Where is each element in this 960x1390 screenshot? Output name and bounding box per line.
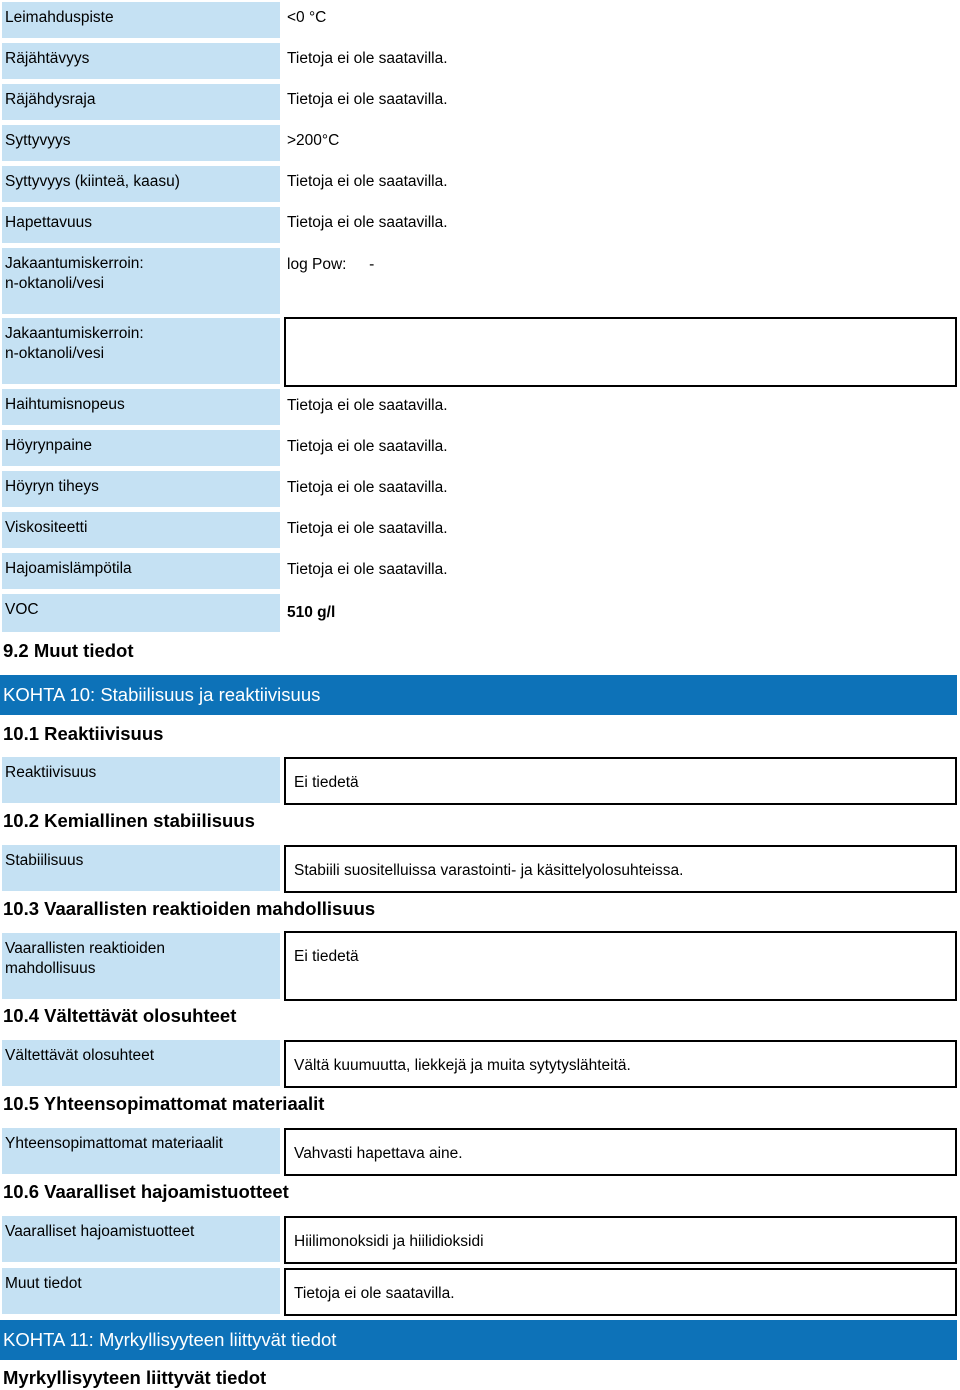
property-label-partition (2, 318, 280, 384)
field-label: Vaaralliset hajoamistuotteet (2, 1216, 280, 1262)
property-value: Tietoja ei ole saatavilla. (287, 520, 448, 537)
label-line: n-oktanoli/vesi (5, 345, 105, 362)
label-line: Jakaantumiskerroin: (5, 255, 144, 272)
property-label: Höyryn tiheys (2, 471, 280, 507)
subsection-heading: 10.2 Kemiallinen stabiilisuus (3, 810, 255, 831)
property-value: Tietoja ei ole saatavilla. (287, 561, 448, 578)
field-value-box: Hiilimonoksidi ja hiilidioksidi (284, 1216, 957, 1264)
property-label-partition (2, 248, 280, 314)
subsection-heading: 10.4 Vältettävät olosuhteet (3, 1005, 237, 1026)
section-title-bar: KOHTA 11: Myrkyllisyyteen liittyvät tiedot (0, 1320, 957, 1360)
label-line: Vaarallisten reaktioiden (5, 940, 165, 957)
property-value: Tietoja ei ole saatavilla. (287, 50, 448, 67)
property-label: Räjähdysraja (2, 84, 280, 120)
field-value-box: Ei tiedetä (284, 757, 957, 805)
subsection-heading: 10.3 Vaarallisten reaktioiden mahdollisuus (3, 898, 376, 919)
property-value: Tietoja ei ole saatavilla. (287, 91, 448, 108)
empty-value-box (284, 317, 957, 387)
subsection-heading: Myrkyllisyyteen liittyvät tiedot (3, 1367, 267, 1388)
property-value: Tietoja ei ole saatavilla. (287, 397, 448, 414)
voc-value: 510 g/l (287, 604, 336, 621)
field-label (2, 933, 280, 999)
property-label: Leimahduspiste (2, 2, 280, 38)
property-value: <0 °C (287, 9, 327, 26)
property-label: Syttyvyys (kiinteä, kaasu) (2, 166, 280, 202)
property-value: Tietoja ei ole saatavilla. (287, 214, 448, 231)
field-label: Stabiilisuus (2, 845, 280, 891)
subsection-heading: 10.6 Vaaralliset hajoamistuotteet (3, 1181, 289, 1202)
property-label: Hajoamislämpötila (2, 553, 280, 589)
field-value-box: Ei tiedetä (284, 931, 957, 1001)
log-pow-number: - (369, 256, 375, 273)
log-pow-value (287, 255, 374, 275)
property-value: >200°C (287, 132, 340, 149)
subsection-heading: 10.5 Yhteensopimattomat materiaalit (3, 1093, 325, 1114)
field-value-box: Tietoja ei ole saatavilla. (284, 1268, 957, 1316)
subsection-heading: 10.1 Reaktiivisuus (3, 723, 164, 744)
label-line: Jakaantumiskerroin: (5, 325, 144, 342)
property-label: Viskositeetti (2, 512, 280, 548)
subsection-heading: 9.2 Muut tiedot (3, 640, 134, 661)
log-pow-key: log Pow: (287, 256, 347, 273)
property-label: Haihtumisnopeus (2, 389, 280, 425)
section-title-bar: KOHTA 10: Stabiilisuus ja reaktiivisuus (0, 675, 957, 715)
property-value: Tietoja ei ole saatavilla. (287, 173, 448, 190)
field-value-box: Vältä kuumuutta, liekkejä ja muita sytytyslähteitä. (284, 1040, 957, 1088)
property-value: Tietoja ei ole saatavilla. (287, 438, 448, 455)
property-label: Höyrynpaine (2, 430, 280, 466)
property-value: Tietoja ei ole saatavilla. (287, 479, 448, 496)
field-value-box: Vahvasti hapettava aine. (284, 1128, 957, 1176)
label-line: n-oktanoli/vesi (5, 275, 105, 292)
field-label: Vältettävät olosuhteet (2, 1040, 280, 1086)
field-label: Reaktiivisuus (2, 757, 280, 803)
field-label: Muut tiedot (2, 1268, 280, 1314)
property-label: Syttyvyys (2, 125, 280, 161)
field-value-box: Stabiili suositelluissa varastointi- ja käsittelyolosuhteissa. (284, 845, 957, 893)
label-line: mahdollisuus (5, 960, 96, 977)
property-label: VOC (2, 594, 280, 632)
property-label: Räjähtävyys (2, 43, 280, 79)
field-label: Yhteensopimattomat materiaalit (2, 1128, 280, 1174)
property-label: Hapettavuus (2, 207, 280, 243)
